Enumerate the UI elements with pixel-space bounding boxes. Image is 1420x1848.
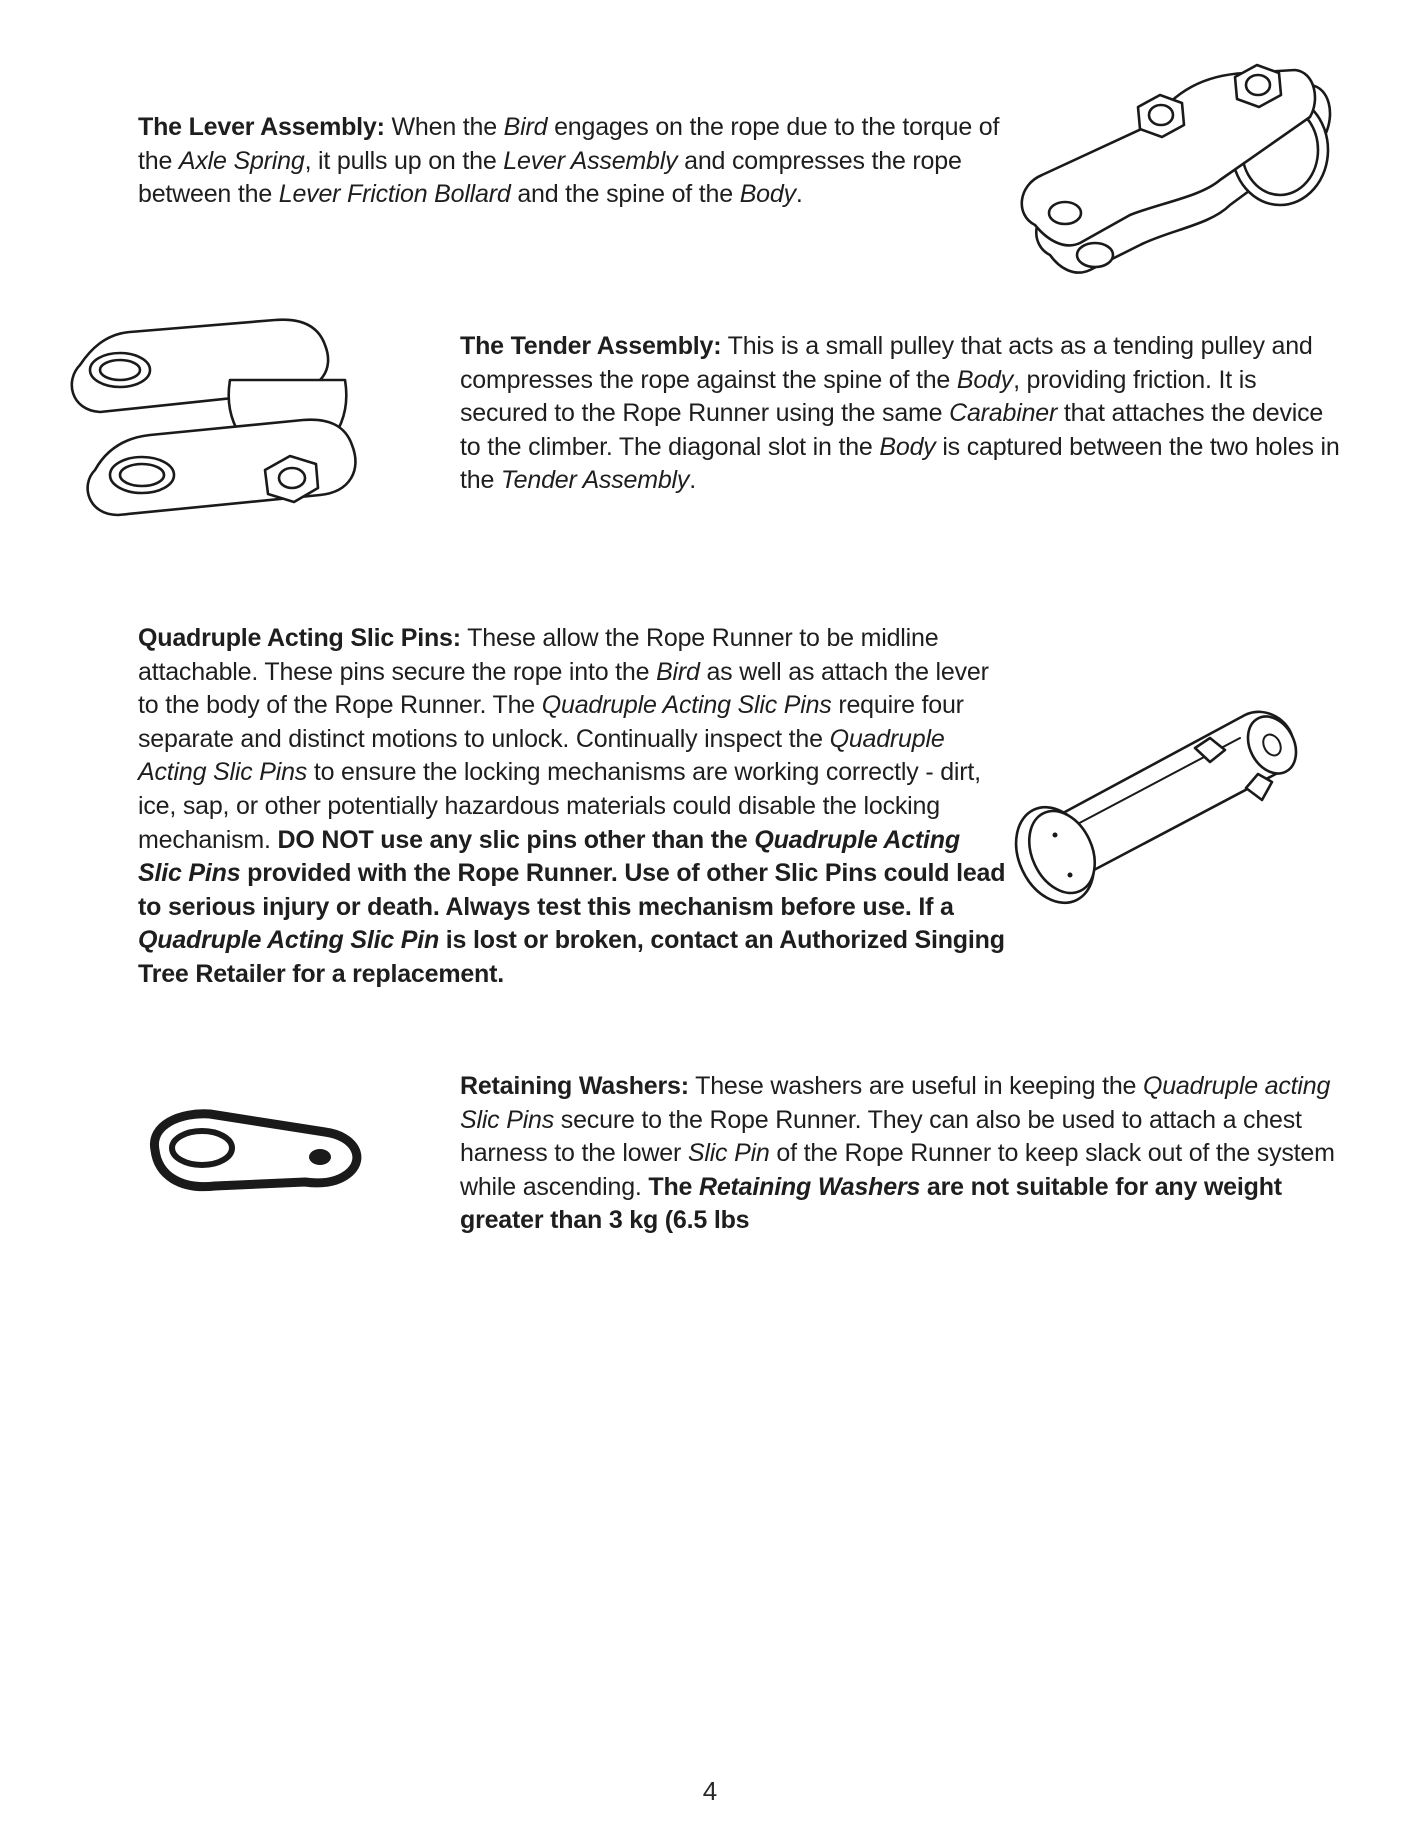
tender-assembly-heading: The Tender Assembly:: [460, 332, 722, 360]
text-run: is captured between the two holes in the: [460, 432, 1340, 495]
warning-run: The: [648, 1172, 699, 1201]
italic-term: Bird: [503, 113, 548, 141]
lever-assembly-paragraph: [138, 111, 1008, 212]
text-run: of the Rope Runner to keep slack out of the system while ascending.: [460, 1139, 1335, 1201]
warning-italic-term: Retaining Washers: [698, 1172, 921, 1201]
warning-run: are not suitable for any weight greater than 3 kg (6.5 lbs: [460, 1172, 1282, 1235]
text-run: , it pulls up on the: [304, 146, 504, 175]
text-run: These allow the Rope Runner to be midline attachable. These pins secure the rope into the: [138, 624, 939, 686]
italic-term: Tender Assembly: [500, 466, 690, 495]
text-run: to ensure the locking mechanisms are working correctly - dirt, ice, sap, or other potentially hazardous materials could disable the locking mechanism.: [138, 758, 981, 854]
italic-term: Slic Pin: [687, 1139, 770, 1168]
lever-assembly-heading: The Lever Assembly:: [138, 113, 385, 141]
italic-term: Bird: [656, 657, 700, 686]
slic-pin-illustration: [1010, 690, 1310, 910]
text-run: When the: [384, 113, 504, 141]
italic-term: Axle Spring: [178, 146, 305, 175]
warning-italic-term: Quadruple Acting Slic Pin: [138, 926, 440, 955]
tender-assembly-illustration: [60, 310, 420, 525]
warning-run: provided with the Rope Runner. Use of other Slic Pins could lead to serious injury or death. Always test this mechanism before use. If a: [138, 859, 1006, 921]
warning-italic-term: Quadruple Acting Slic Pins: [138, 825, 960, 888]
slic-pins-paragraph: [138, 622, 1008, 992]
slic-pins-heading: Quadruple Acting Slic Pins:: [138, 624, 461, 652]
italic-term: Quadruple Acting Slic Pins: [541, 691, 832, 720]
warning-run: is lost or broken, contact an Authorized Singing Tree Retailer for a replacement.: [138, 926, 1005, 988]
text-run: require four separate and distinct motions to unlock. Continually inspect the: [138, 691, 964, 753]
tender-assembly-paragraph: [460, 330, 1340, 498]
italic-term: Quadruple acting Slic Pins: [460, 1072, 1331, 1134]
text-run: as well as attach the lever to the body of the Rope Runner. The: [138, 657, 989, 720]
text-run: engages on the rope due to the torque of the: [138, 113, 1000, 175]
italic-term: Body: [956, 365, 1014, 394]
warning-run: DO NOT use any slic pins other than the: [277, 825, 755, 854]
retaining-washers-paragraph: [460, 1070, 1340, 1238]
page-number: 4: [702, 1776, 718, 1806]
italic-term: Body: [739, 180, 796, 209]
text-run: , providing friction. It is secured to the Rope Runner using the same: [460, 365, 1257, 428]
text-run: that attaches the device to the climber. The diagonal slot in the: [460, 399, 1324, 461]
italic-term: Lever Assembly: [503, 146, 678, 175]
text-run: secure to the Rope Runner. They can also be used to attach a chest harness to the lower: [460, 1105, 1302, 1168]
lever-assembly-illustration: [1010, 55, 1340, 305]
retaining-washer-illustration: [140, 1100, 370, 1200]
italic-term: Lever Friction Bollard: [278, 180, 511, 209]
text-run: These washers are useful in keeping the: [688, 1072, 1143, 1100]
retaining-washers-heading: Retaining Washers:: [460, 1072, 689, 1100]
text-run: and compresses the rope between the: [138, 146, 962, 209]
italic-term: Body: [879, 432, 936, 461]
text-run: This is a small pulley that acts as a tending pulley and compresses the rope against the spine of the: [460, 332, 1313, 394]
italic-term: Quadruple Acting Slic Pins: [138, 724, 945, 787]
italic-term: Carabiner: [949, 399, 1058, 428]
text-run: and the spine of the: [510, 180, 740, 209]
text-run: .: [689, 466, 696, 495]
text-run: .: [795, 180, 803, 209]
